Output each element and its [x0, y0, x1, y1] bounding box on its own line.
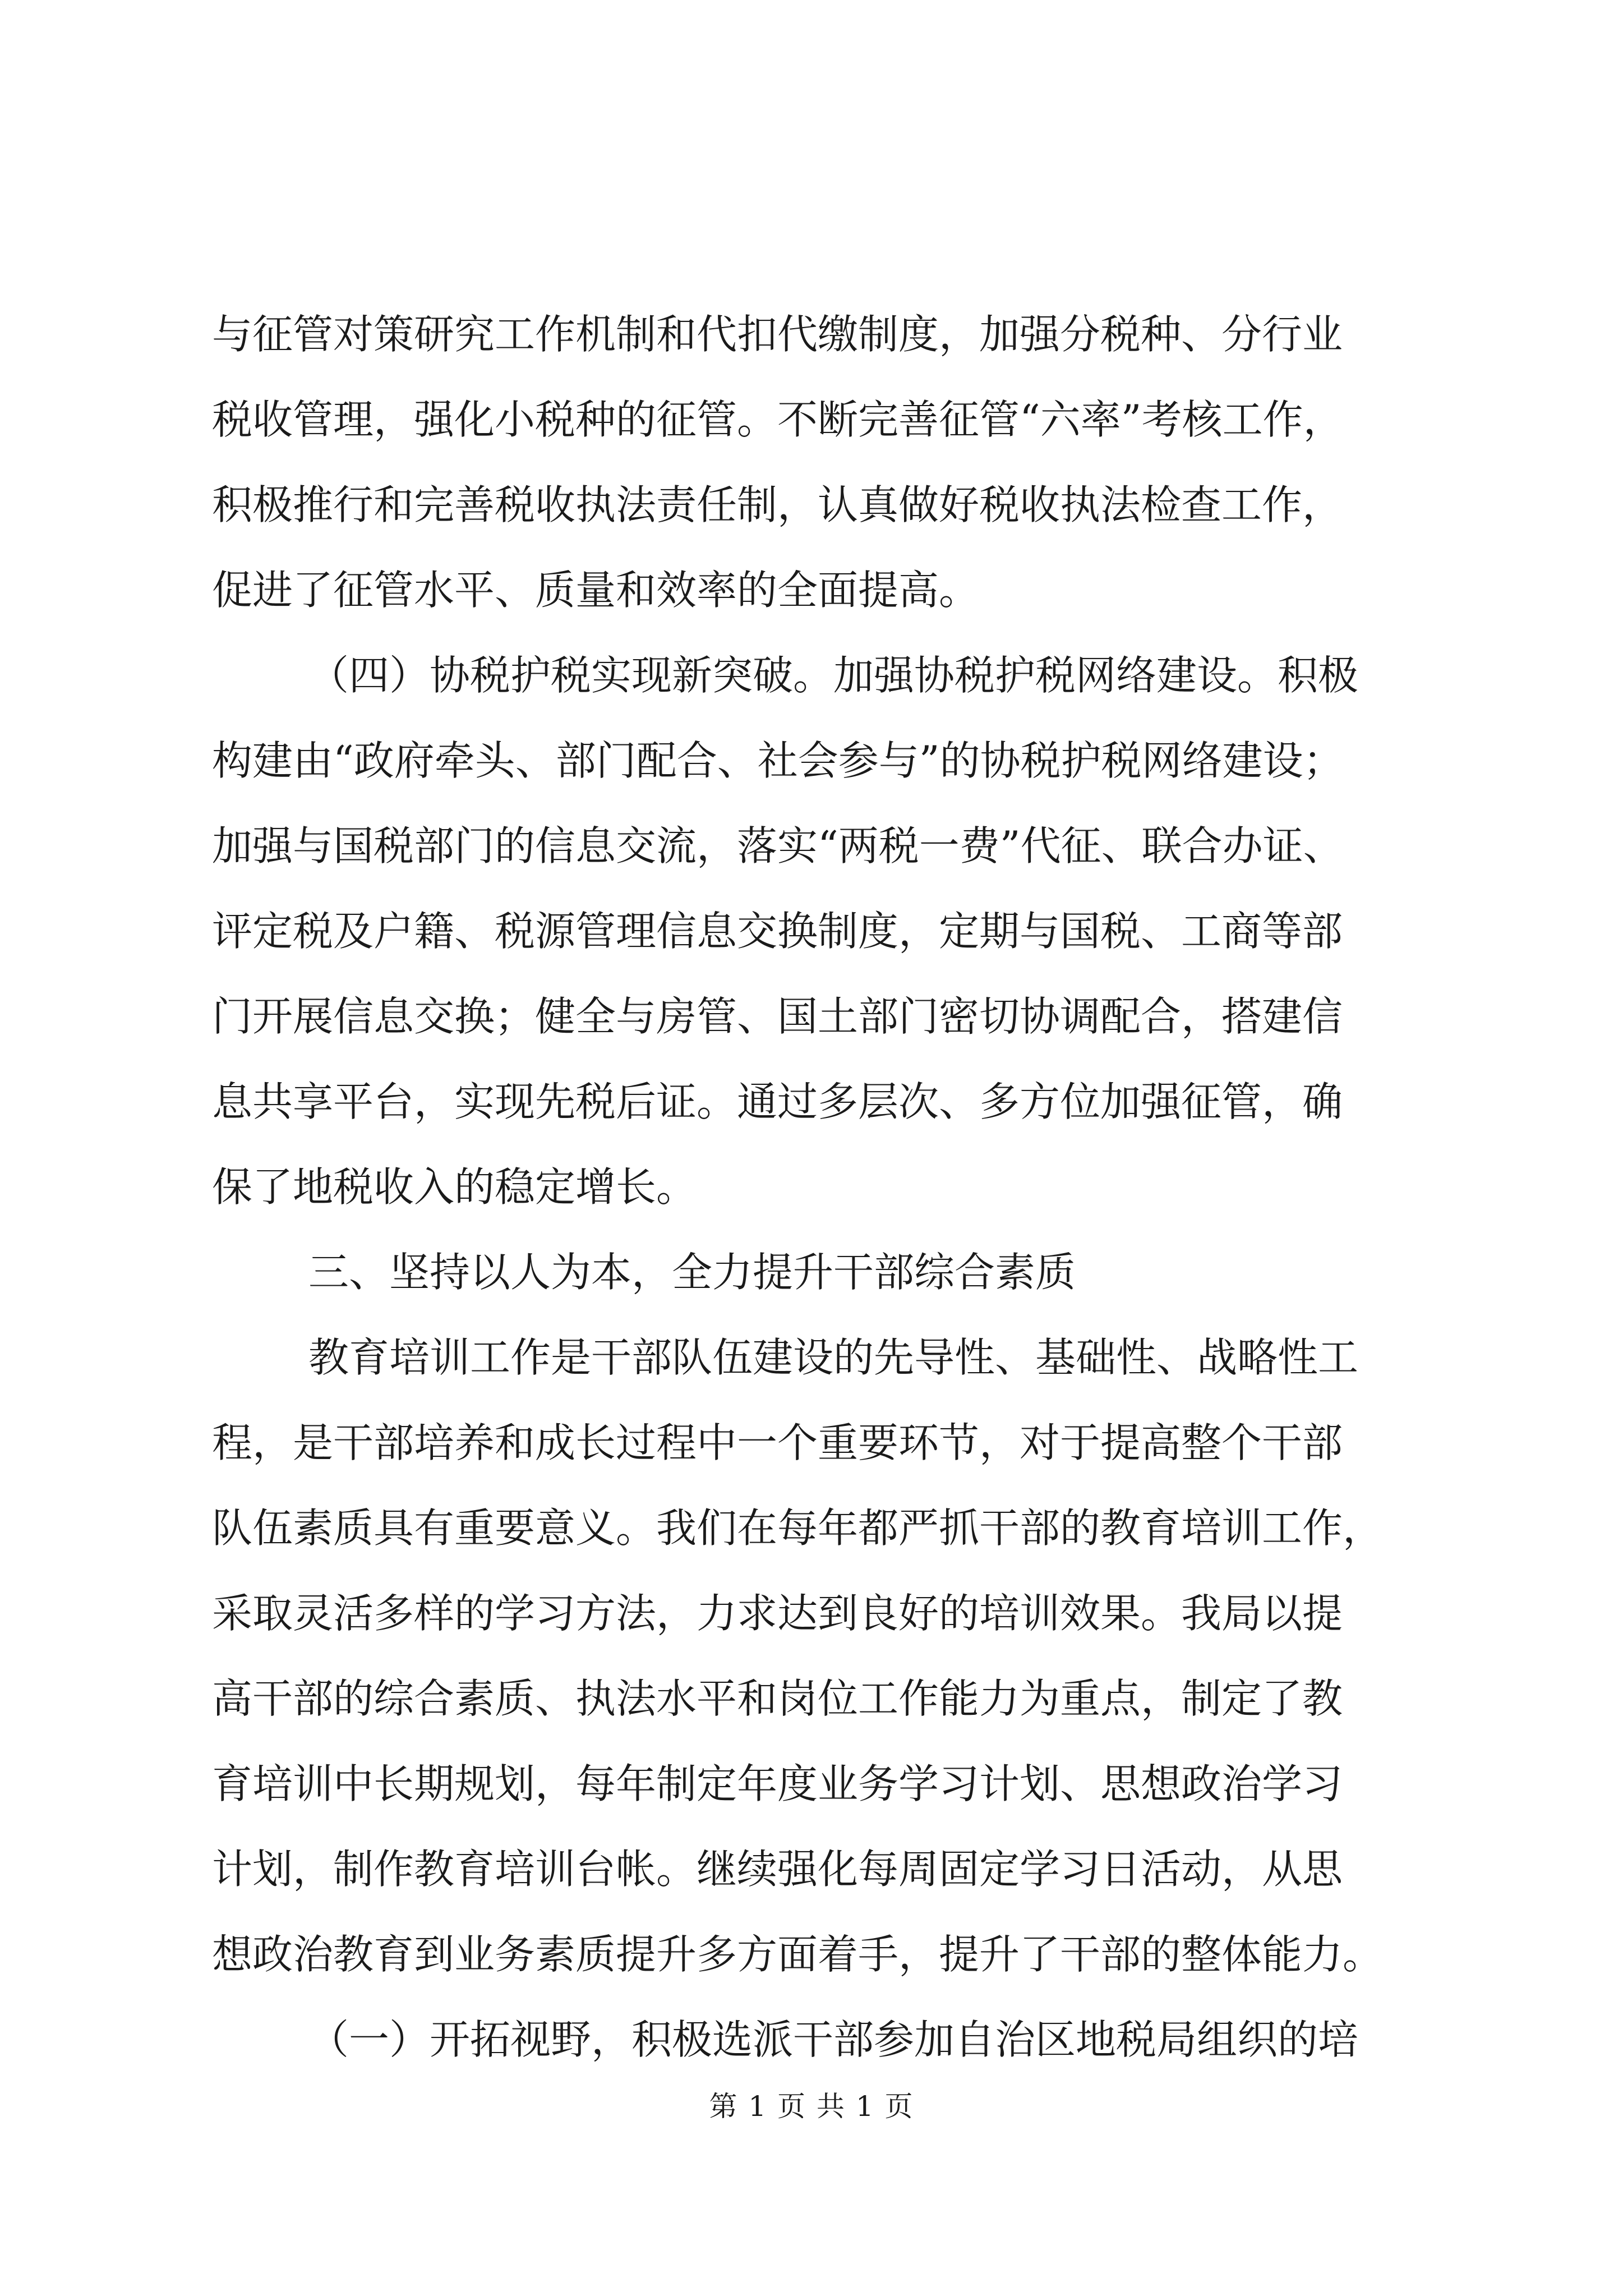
page-footer: 第 1 页 共 1 页	[709, 2090, 914, 2123]
text-line: 采取灵活多样的学习方法，力求达到良好的培训效果。我局以提	[212, 1590, 1343, 1637]
text-line: 积极推行和完善税收执法责任制，认真做好税收执法检查工作，	[212, 481, 1343, 528]
text-line: 高干部的综合素质、执法水平和岗位工作能力为重点，制定了教	[212, 1675, 1343, 1722]
text-line: （四）协税护税实现新突破。加强协税护税网络建设。积极	[308, 652, 1359, 699]
text-line: 与征管对策研究工作机制和代扣代缴制度，加强分税种、分行业	[212, 311, 1343, 358]
text-line: 评定税及户籍、税源管理信息交换制度，定期与国税、工商等部	[212, 908, 1343, 955]
text-line: 息共享平台，实现先税后证。通过多层次、多方位加强征管，确	[212, 1078, 1343, 1125]
text-line: （一）开拓视野，积极选派干部参加自治区地税局组织的培	[308, 2016, 1359, 2063]
text-line: 教育培训工作是干部队伍建设的先导性、基础性、战略性工	[308, 1334, 1359, 1381]
text-line: 育培训中长期规划，每年制定年度业务学习计划、思想政治学习	[212, 1760, 1343, 1807]
text-line: 队伍素质具有重要意义。我们在每年都严抓干部的教育培训工作，	[212, 1504, 1384, 1552]
text-line: 想政治教育到业务素质提升多方面着手，提升了干部的整体能力。	[212, 1931, 1384, 1978]
text-line: 加强与国税部门的信息交流，落实“两税一费”代征、联合办证、	[212, 822, 1344, 869]
text-line: 三、坚持以人为本，全力提升干部综合素质	[308, 1249, 1076, 1296]
text-line: 构建由“政府牵头、部门配合、社会参与”的协税护税网络建设；	[212, 737, 1344, 784]
text-line: 促进了征管水平、质量和效率的全面提高。	[212, 567, 980, 614]
text-line: 门开展信息交换；健全与房管、国土部门密切协调配合，搭建信	[212, 993, 1343, 1040]
text-line: 程，是干部培养和成长过程中一个重要环节，对于提高整个干部	[212, 1419, 1343, 1466]
text-line: 保了地税收入的稳定增长。	[212, 1163, 697, 1211]
text-line: 税收管理，强化小税种的征管。不断完善征管“六率”考核工作，	[212, 396, 1344, 443]
text-line: 计划，制作教育培训台帐。继续强化每周固定学习日活动，从思	[212, 1846, 1343, 1893]
document-body	[212, 292, 1412, 2082]
